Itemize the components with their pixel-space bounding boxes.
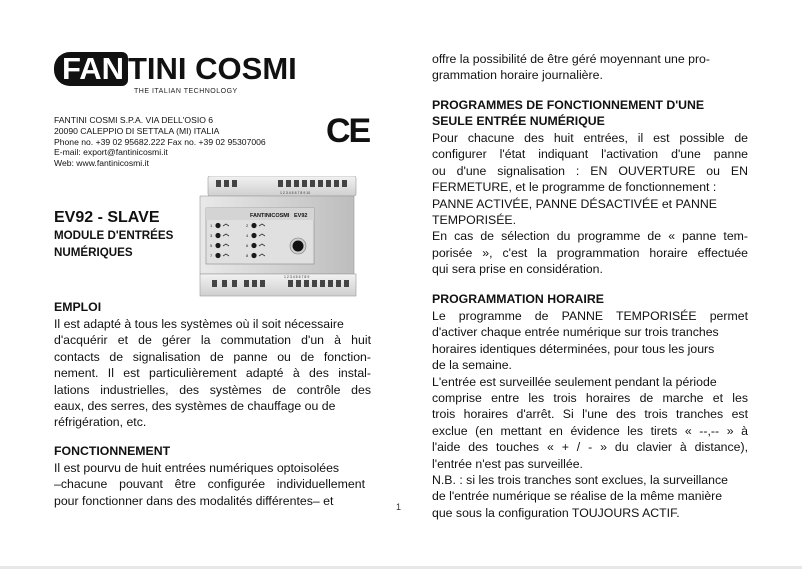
paragraph-continuation [432, 51, 748, 84]
ce-mark: CE [326, 112, 370, 150]
text-line: trois horaires d'arrêt. Si l'une des trois tranches est [432, 407, 748, 422]
phone-line: Phone no. +39 02 95682.222 Fax no. +39 02 95307006 [54, 136, 266, 147]
logo-wordmark [54, 52, 297, 86]
text-line: FERMETURE, et le programme de fonctionnement : [432, 180, 717, 195]
text-line: comprise entre les trois horaires de marche et les [432, 391, 748, 406]
text-line: de la semaine. [432, 358, 512, 373]
section-heading-programmes: PROGRAMMES DE FONCTIONNEMENT D'UNE [432, 98, 705, 112]
text-line: Pour chacune des huit entrées, il est possible de [432, 131, 748, 145]
paragraph-fonctionnement [54, 460, 365, 509]
address-line: FANTINI COSMI S.P.A. VIA DELL'OSIO 6 [54, 115, 214, 125]
paragraph-programmation [432, 308, 748, 521]
subtitle-line: MODULE D'ENTRÉES [54, 229, 174, 242]
email-line: E-mail: export@fantinicosmi.it [54, 147, 168, 158]
section-heading-programmation: PROGRAMMATION HORAIRE [432, 292, 604, 306]
text-line: qui sera prise en considération. [432, 262, 603, 277]
text-line: –chacune pouvant être configurée individuellement [54, 477, 365, 492]
terminal-numbers-top: 1 2 3 4 5 6 7 8 9 10 [280, 191, 311, 195]
text-line: exclue (en mettant en évidence les tirets « --,-- » à [432, 423, 748, 438]
paragraph-emploi [54, 316, 371, 431]
address-line: 20090 CALEPPIO DI SETTALA (MI) ITALIA [54, 125, 220, 136]
text-line: Il est adapté à tous les systèmes où il soit nécessaire [54, 317, 344, 331]
logo-tagline: THE ITALIAN TECHNOLOGY [134, 88, 238, 95]
text-line: TEMPORISÉE. [432, 213, 517, 228]
text-line: que sous la configuration TOUJOURS ACTIF. [432, 505, 680, 520]
text-line: nement. Il est particulièrement adapté à des instal- [54, 366, 371, 381]
section-heading-fonctionnement: FONCTIONNEMENT [54, 444, 171, 458]
text-line: offre la possibilité de être géré moyennant une pro- [432, 52, 710, 66]
device-model: EV92 [294, 213, 308, 219]
page-number: 1 [396, 502, 402, 512]
text-line: grammation horaire journalière. [432, 68, 603, 83]
channel-label: 1 [210, 223, 213, 228]
product-title: EV92 - SLAVE [54, 209, 160, 226]
logo-rest: TINI COSMI [128, 51, 297, 86]
section-heading-emploi: EMPLOI [54, 300, 102, 314]
web-line: Web: www.fantinicosmi.it [54, 158, 149, 169]
section-heading-programmes-line2: SEULE ENTRÉE NUMÉRIQUE [432, 114, 605, 128]
text-line: configurer l'état indiquant l'activation d'une panne [432, 147, 748, 162]
text-line: L'entrée est surveillée seulement pendant la période [432, 374, 717, 389]
text-line: ou d'une signalisation : EN OUVERTURE ou EN [432, 163, 748, 178]
text-line: En cas de sélection du programme de « panne tem- [432, 229, 748, 244]
device-brand: FANTINICOSMI [250, 213, 290, 219]
channel-label: 7 [210, 253, 213, 258]
text-line: Le programme de PANNE TEMPORISÉE permet [432, 309, 748, 323]
channel-label: 5 [210, 243, 213, 248]
product-subtitle [54, 227, 173, 261]
subtitle-line: NUMÉRIQUES [54, 246, 133, 259]
channel-label: 4 [246, 233, 249, 238]
text-line: eaux, des serres, des systèmes de chauffage ou de [54, 399, 336, 414]
logo-highlight: FAN [54, 52, 128, 86]
text-line: porisée », c'est la programmation horaire effectuée [432, 245, 748, 260]
text-line: contacts de signalisation de panne ou de fonction- [54, 349, 371, 364]
channel-label: 6 [246, 243, 249, 248]
device-image [198, 176, 358, 304]
text-line: réfrigération, etc. [54, 415, 147, 430]
text-line: d'acquérir et de gérer la commutation d'un à huit [54, 333, 371, 348]
text-line: l'entrée n'est pas surveillée. [432, 456, 583, 471]
text-line: d'activer chaque entrée numérique sur trois tranches [432, 325, 719, 340]
terminal-numbers-bottom: 1 2 3 4 5 6 7 8 9 [284, 275, 310, 279]
channel-label: 2 [246, 223, 249, 228]
text-line: l'aide des touches « + / - » du clavier à distance), [432, 440, 748, 455]
text-line: de l'entrée numérique se réalise de la même manière [432, 489, 723, 504]
channel-label: 3 [210, 233, 213, 238]
text-line: Il est pourvu de huit entrées numériques optoisolées [54, 461, 340, 475]
channel-label: 8 [246, 253, 249, 258]
text-line: N.B. : si les trois tranches sont exclues, la surveillance [432, 473, 728, 488]
company-logo [54, 51, 297, 104]
text-line: lations industrielles, des systèmes de contrôle des [54, 382, 371, 397]
text-line: pour fonctionner dans des modalités différentes– et [54, 493, 334, 508]
text-line: PANNE ACTIVÉE, PANNE DÉSACTIVÉE et PANNE [432, 196, 717, 211]
company-address [54, 115, 266, 169]
paragraph-programmes [432, 130, 748, 278]
text-line: horaires identiques déterminées, pour tous les jours [432, 341, 715, 356]
